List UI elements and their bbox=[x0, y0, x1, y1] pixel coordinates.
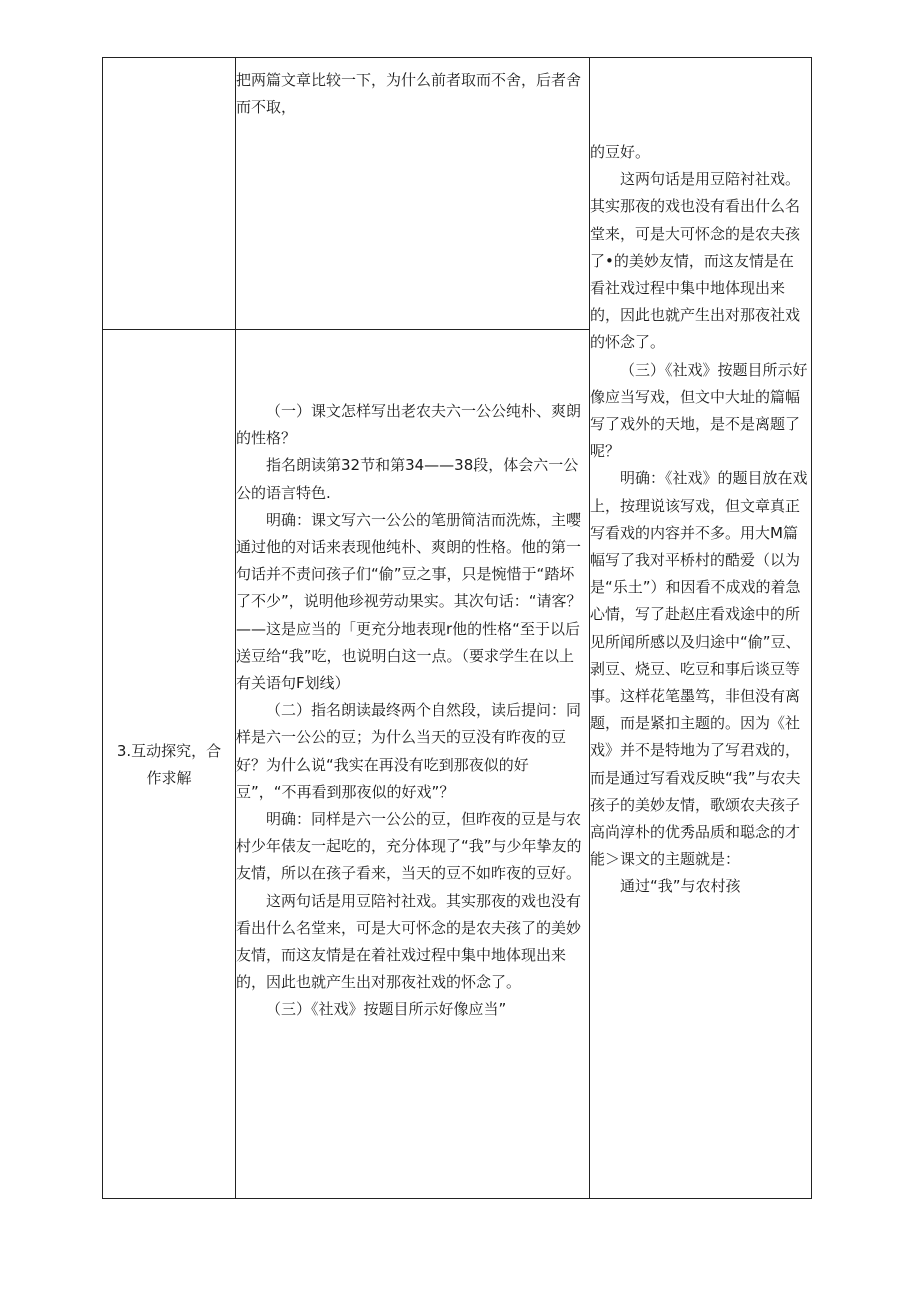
question-two: （二）指名朗读最终两个自然段，读后提问：同样是六一公公的豆；为什么当天的豆没有昨夜的豆好？为什么说“我实在再没有吃到那夜似的好豆”，“不再看到那夜似的好戏”？ bbox=[236, 701, 582, 801]
right-explanation: 这两句话是用豆陪衬社戏。其实那夜的戏也没有看出什么名堂来，可是大可怀念的是农夫孩了•的美妙友情，而这友情是在看社戏过程中集中地体现出来的，因此也就产生出对那夜社戏的怀念了。 bbox=[590, 170, 801, 352]
right-question-three: （三）《社戏》按题目所示好像应当写戏，但文中大址的篇幅写了戏外的天地，是不是离题了呢？ bbox=[590, 360, 808, 461]
step-label: 3.互动探究，合作求解 bbox=[116, 742, 222, 788]
answer-one: 明确：课文写六一公公的笔册简洁而洗炼，主嘤通过他的对话来表现他纯朴、爽朗的性格。他的第一句话并不责问孩子们“偷”豆之事，只是惋惜于“踏坏了不少”，说明他珍视劳动果实。其次句话：“请客？——这是应当的「更充分地表现r他的性格“至于以后送豆给“我”吃，也说明白这一点。（要求学生在以上有关语句F划线） bbox=[236, 510, 582, 693]
right-column-cell bbox=[590, 139, 808, 901]
continued-text: 的豆好。 bbox=[590, 143, 651, 161]
right-answer-three: 明确：《社戏》的题目放在戏上，按理说该写戏，但文章真正写看戏的内容并不多。用大M篇幅写了我对平桥村的酷爱（以为是“乐土”）和因看不成戏的着急心情，写了赴赵庄看戏途中的所见所闻所感以及归途中“偷”豆、剥豆、烧豆、吃豆和事后谈豆等事。这样花笔墨笃，非但没有离题，而是紧扣主题的。因为《社戏》并不是特地为了写君戏的，而是通过写看戏反映“我”与农夫孩子的美妙友情，歌颂农夫孩子高尚淳朴的优秀品质和聪念的才能＞课文的主题就是： bbox=[590, 469, 808, 869]
comparison-question: 把两篇文章比较一下，为什么前者取而不舍，后者舍而不取， bbox=[236, 71, 582, 117]
explanation-paragraph: 这两句话是用豆陪衬社戏。其实那夜的戏也没有看出什么名堂来，可是大可怀念的是农夫孩了的美妙友情，而这友情是在着社戏过程中集中地体现出来的，因此也就产生出对那夜社戏的怀念了。 bbox=[236, 891, 582, 992]
answer-two: 明确：同样是六一公公的豆，但昨夜的豆是与农村少年俵友一起吃的，充分体现了“我”与少年挚友的友情，所以在孩子看来，当天的豆不如昨夜的豆好。 bbox=[236, 810, 582, 883]
question-three-start: （三）《社戏》按题目所示好像应当” bbox=[266, 1000, 507, 1019]
reading-instruction: 指名朗读第32节和第34——38段，体会六一公公的语言特色. bbox=[236, 456, 579, 502]
row-divider bbox=[102, 329, 590, 330]
right-theme-start: 通过“我”与农村孩 bbox=[620, 877, 741, 896]
question-one: （一）课文怎样写出老农夫六一公公纯朴、爽朗的性格？ bbox=[236, 402, 582, 448]
top-middle-cell bbox=[236, 67, 588, 121]
bottom-middle-cell bbox=[236, 398, 588, 1024]
step-label-cell bbox=[103, 738, 235, 792]
